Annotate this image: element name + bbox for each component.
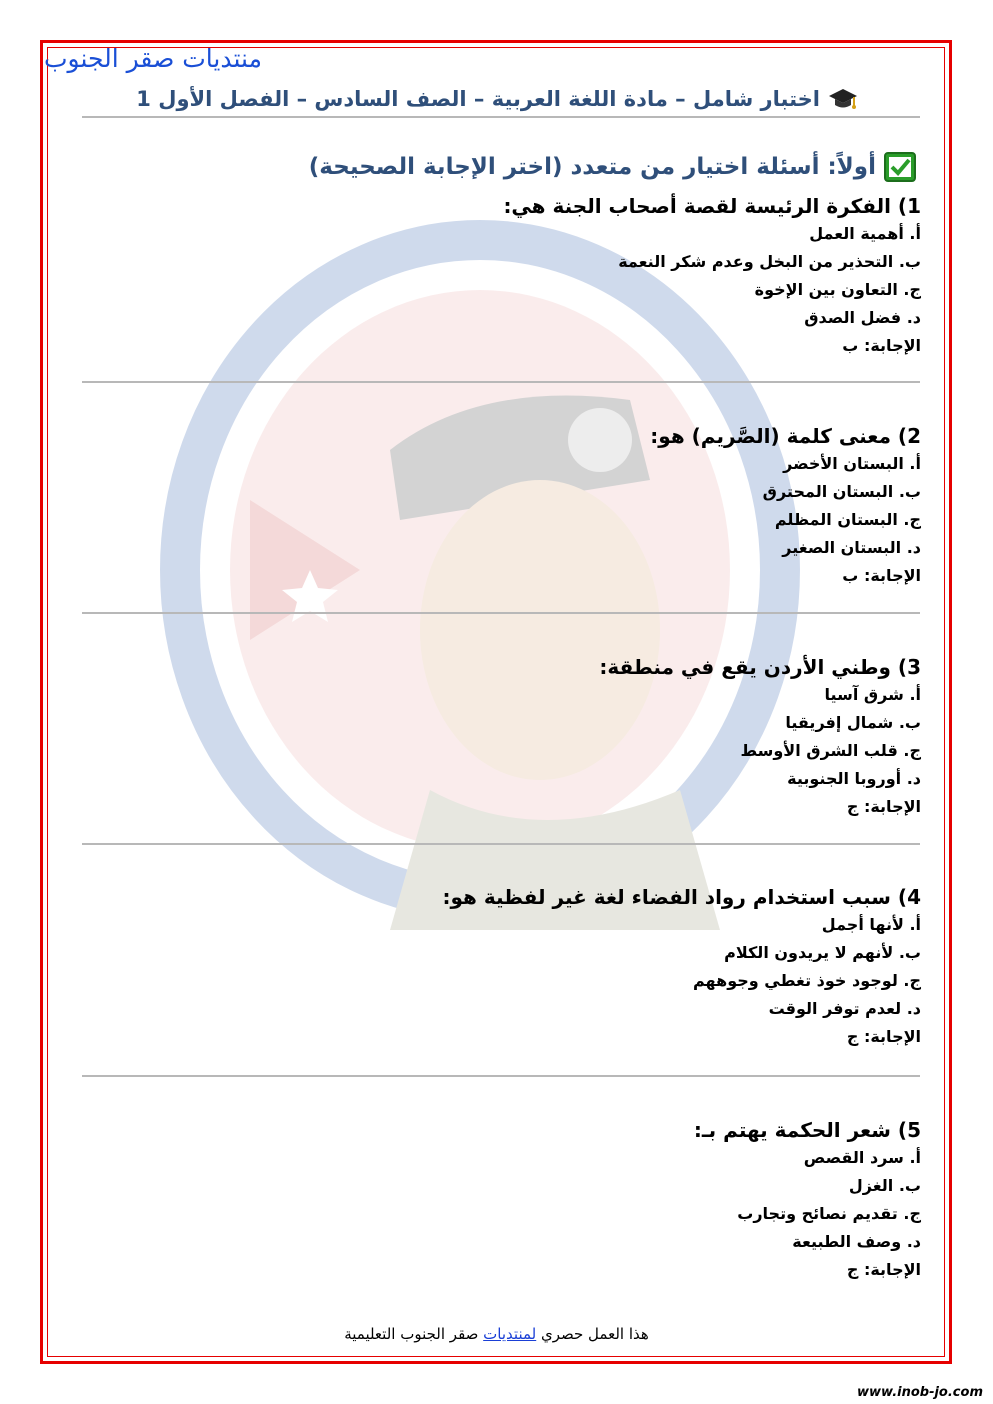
- option-a: أ. أهمية العمل: [809, 224, 921, 243]
- option-b: ب. التحذير من البخل وعدم شكر النعمة: [618, 252, 921, 271]
- divider: [82, 612, 920, 614]
- site-url: www.inob-jo.com: [857, 1385, 983, 1400]
- option-c: ج. تقديم نصائح وتجارب: [737, 1204, 921, 1223]
- option-d: د. البستان الصغير: [782, 538, 921, 557]
- option-a: أ. البستان الأخضر: [783, 454, 921, 473]
- option-d: د. أوروبا الجنوبية: [787, 769, 921, 788]
- option-b: ب. البستان المحترق: [762, 482, 921, 501]
- divider: [82, 116, 920, 118]
- forum-name: منتديات صقر الجنوب: [44, 44, 262, 73]
- option-a: أ. سرد القصص: [803, 1148, 921, 1167]
- check-box-icon: [884, 152, 916, 182]
- option-a: أ. لأنها أجمل: [821, 915, 921, 934]
- option-d: د. فضل الصدق: [804, 308, 921, 327]
- question-4: [121, 883, 921, 1051]
- answer: الإجابة: ج: [846, 1027, 921, 1046]
- question-text: 3) وطني الأردن يقع في منطقة:: [599, 655, 921, 679]
- option-b: ب. لأنهم لا يريدون الكلام: [724, 943, 921, 962]
- option-d: د. لعدم توفر الوقت: [768, 999, 921, 1018]
- option-c: ج. التعاون بين الإخوة: [754, 280, 921, 299]
- question-2: [121, 422, 921, 590]
- page-title: اختبار شامل – مادة اللغة العربية – الصف السادس – الفصل الأول 1: [136, 87, 820, 111]
- divider: [82, 381, 920, 383]
- answer: الإجابة: ب: [842, 336, 921, 355]
- option-b: ب. شمال إفريقيا: [785, 713, 921, 732]
- question-text: 1) الفكرة الرئيسة لقصة أصحاب الجنة هي:: [503, 194, 921, 218]
- question-5: [121, 1116, 921, 1284]
- answer: الإجابة: ب: [842, 566, 921, 585]
- section-title-row: [309, 152, 916, 182]
- option-c: ج. لوجود خوذ تغطي وجوههم: [693, 971, 921, 990]
- option-a: أ. شرق آسيا: [824, 685, 921, 704]
- footer-forum-link[interactable]: لمنتديات: [483, 1325, 537, 1343]
- question-text: 5) شعر الحكمة يهتم بـ:: [693, 1118, 921, 1142]
- option-d: د. وصف الطبيعة: [792, 1232, 921, 1251]
- page-title-row: [136, 86, 858, 112]
- option-c: ج. البستان المظلم: [774, 510, 921, 529]
- footer-prefix: هذا العمل حصري: [536, 1325, 649, 1343]
- option-b: ب. الغزل: [848, 1176, 921, 1195]
- question-text: 2) معنى كلمة (الصَّريم) هو:: [650, 424, 921, 448]
- footer-note: [0, 1325, 993, 1343]
- question-1: [121, 192, 921, 360]
- footer-suffix: صقر الجنوب التعليمية: [344, 1325, 484, 1343]
- section-title: أولاً: أسئلة اختيار من متعدد (اختر الإجابة الصحيحة): [308, 154, 876, 180]
- divider: [82, 1075, 920, 1077]
- question-3: [121, 653, 921, 821]
- option-c: ج. قلب الشرق الأوسط: [740, 741, 921, 760]
- answer: الإجابة: ج: [846, 797, 921, 816]
- graduation-cap-icon: [828, 86, 858, 112]
- question-text: 4) سبب استخدام رواد الفضاء لغة غير لفظية هو:: [442, 885, 921, 909]
- divider: [82, 843, 920, 845]
- answer: الإجابة: ج: [846, 1260, 921, 1279]
